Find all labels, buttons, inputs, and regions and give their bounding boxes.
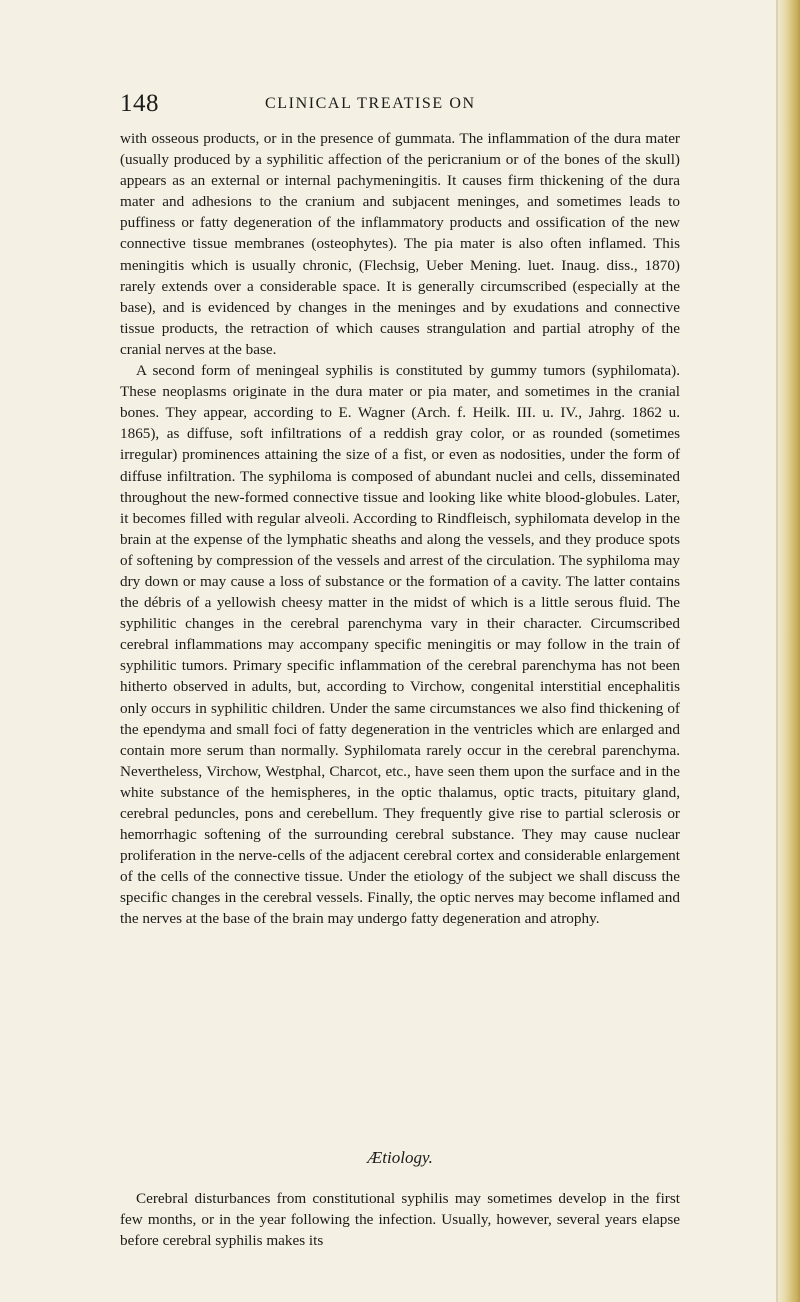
paragraph-syphilomata: A second form of meningeal syphilis is constituted by gummy tumors (syphilomata). These neoplasms originate in the dura mater or pia mater, and sometimes in the cranial bones. They appear, according to E. Wagner (Arch. f. Heilk. III. u. IV., Jahrg. 1862 u. 1865), as diffuse, soft infiltrations of a reddish gray color, or as rounded (sometimes irregular) prominences attaining the size of a fist, or even as nodosities, under the form of diffuse infiltration. The syphiloma is composed of abundant nuclei and cells, disseminated throughout the new-formed connective tissue and looking like white blood-globules. Later, it becomes filled with regular alveoli. According to Rindfleisch, syphilomata develop in the brain at the expense of the lymphatic sheaths and along the vessels, and they produce spots of softening by compression of the vessels and arrest of the circulation. The syphiloma may dry down or may cause a loss of substance or the formation of a cavity. The latter contains the débris of a yellowish cheesy matter in the midst of which is a little serous fluid. The syphilitic changes in the cerebral parenchyma vary in their character. Circumscribed cerebral inflammations may accompany specific meningitis or may follow in the train of syphilitic tumors. Primary specific inflammation of the cerebral parenchyma has not been hitherto observed in adults, but, according to Virchow, congenital interstitial encephalitis only occurs in syphilitic children. Under the same circumstances we also find thickening of the ependyma and small foci of fatty degeneration in the ventricles which are enlarged and contain more serum than normally. Syphilomata rarely occur in the cerebral parenchyma. Nevertheless, Virchow, Westphal, Charcot, etc., have seen them upon the surface and in the white substance of the hemispheres, in the optic thalamus, optic tracts, pituitary gland, cerebral peduncles, pons and cerebellum. They frequently give rise to partial sclerosis or hemorrhagic softening of the surrounding cerebral substance. They may cause nuclear proliferation in the nerve-cells of the adjacent cerebral cortex and considerable enlargement of the cells of the connective tissue. Under the etiology of the subject we shall discuss the specific changes in the cerebral vessels. Finally, the optic nerves may become inflamed and the nerves at the base of the brain may undergo fatty degeneration and atrophy. bbox=[120, 362, 680, 928]
main-text-block bbox=[120, 128, 680, 930]
page-header bbox=[120, 90, 680, 120]
book-spine-edge bbox=[778, 0, 800, 1302]
aetiology-text-block bbox=[120, 1188, 680, 1251]
paragraph-aetiology: Cerebral disturbances from constitutional syphilis may sometimes develop in the first few months, or in the year following the infection. Usually, however, several years elapse before cerebral syphilis makes its bbox=[120, 1190, 680, 1250]
paragraph-meningitis: with osseous products, or in the presence of gummata. The inflammation of the dura mater (usually produced by a syphilitic affection of the pericranium or of the bones of the skull) appears as an external or internal pachymeningitis. It causes firm thickening of the dura mater and adhesions to the cranium and subjacent meninges, and sometimes leads to puffiness or fatty degeneration of the inflammatory products and ossification of the new connective tissue membranes (osteophytes). The pia mater is also often inflamed. This meningitis which is usually chronic, (Flechsig, Ueber Mening. luet. Inaug. diss., 1870) rarely extends over a considerable space. It is generally circumscribed (especially at the base), and is evidenced by changes in the meninges and by exudations and connective tissue products, the retraction of which causes strangulation and partial atrophy of the cranial nerves at the base. bbox=[120, 130, 680, 358]
page-number: 148 bbox=[120, 90, 159, 117]
running-head: CLINICAL TREATISE ON bbox=[265, 95, 476, 112]
section-heading-aetiology: Ætiology. bbox=[367, 1148, 433, 1167]
